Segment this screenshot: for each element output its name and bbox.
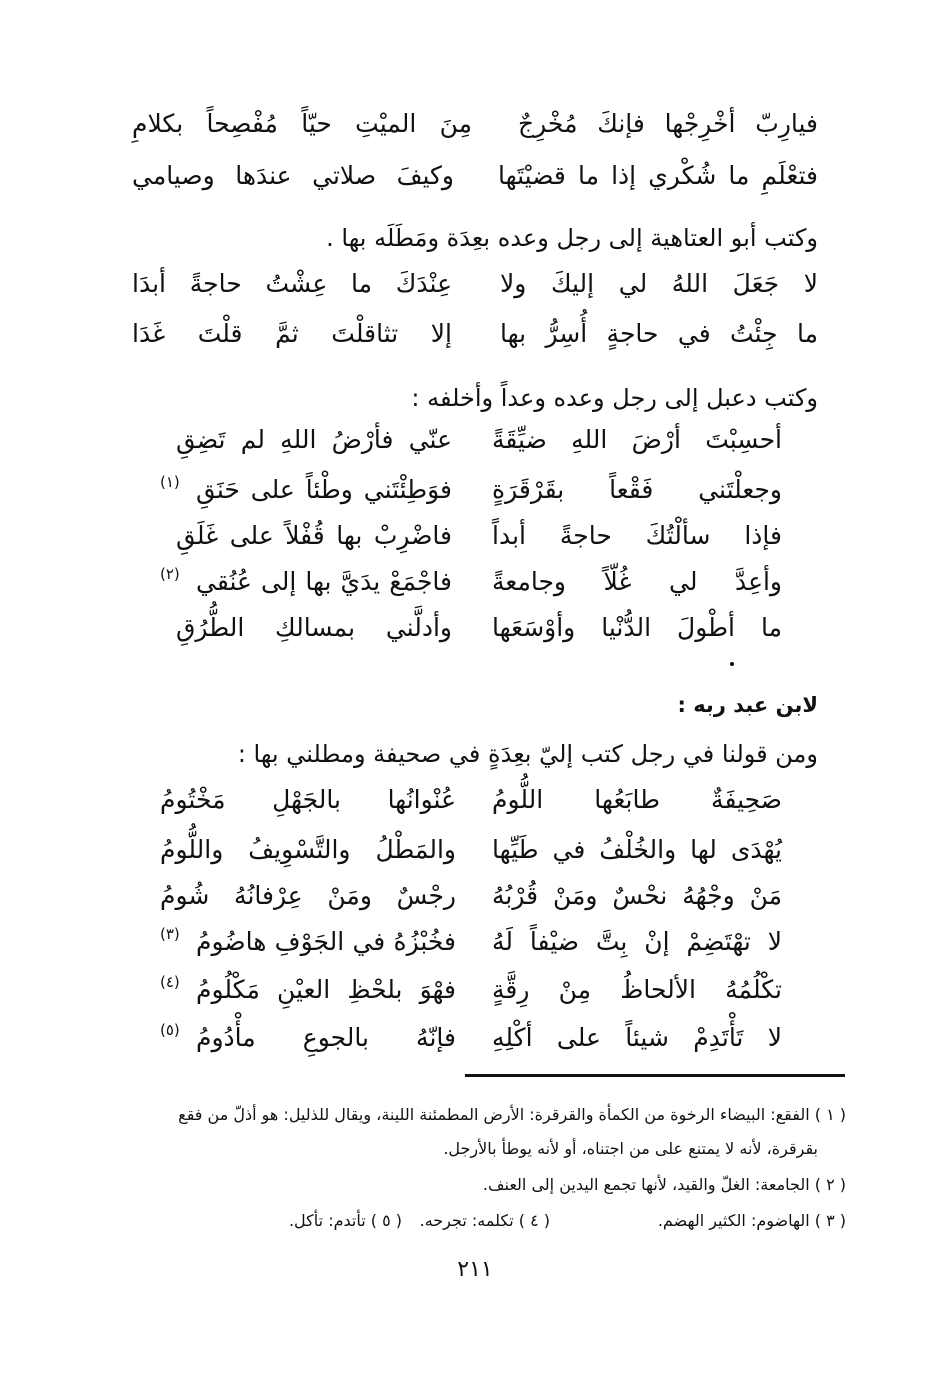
verse-line <box>0 970 950 1010</box>
footnote-marker: (٣) <box>160 925 180 943</box>
verse-second-hemistich: عُنْوانُها بالجَهْلِ مَخْتُومُ <box>160 785 456 814</box>
section-heading: لابن عبد ربه : <box>677 693 818 717</box>
verse-second-hemistich: عِنْدَكَ ما عِشْتُ حاجةً أبدَا <box>132 269 452 298</box>
verse-first-hemistich: لا جَعَلَ اللهُ لي إليكَ ولا <box>500 269 818 298</box>
footnote-1-continued: بقرقرة، لأنه لا يمتنع على من اجتناه، أو لأنه يوطأ بالأرجل. <box>443 1139 818 1158</box>
footnote-1: ( ١ ) الفقع: البيضاء الرخوة من الكمأة والقرقرة: الأرض المطمئنة اللينة، ويقال للذليل: هو أذلّ من فقع <box>178 1105 846 1124</box>
footnote-marker: (١) <box>160 473 180 491</box>
verse-line <box>0 314 950 354</box>
verse-line <box>0 516 950 556</box>
verse-second-hemistich: عنّي فأرْضُ اللهِ لم تَضِقِ <box>176 425 452 454</box>
verse-first-hemistich: فتعْلَمِ ما شُكْري إذا ما قضيْتَها <box>498 161 818 190</box>
verse-second-hemistich: وأدلَّني بمسالكِ الطُّرُقِ <box>176 613 452 642</box>
verse-first-hemistich: أحسِبْتَ أرْضَ اللهِ ضيِّقَةً <box>492 425 782 454</box>
verse-second-hemistich: مِنَ الميْتِ حيّاً مُفْصِحاً بكلامِ <box>132 109 472 138</box>
page-number: ٢١١ <box>457 1257 493 1282</box>
verse-second-hemistich: فاضْرِبْ بها قُفْلاً على غَلَقِ <box>176 521 452 550</box>
verse-first-hemistich: وأعِدَّ لي غُلّاً وجامعةً <box>492 567 782 596</box>
intro-ibn-abd-rabbih: ومن قولنا في رجل كتب إليّ بعِدَةٍ في صحيفة ومطلني بها : <box>237 740 818 768</box>
verse-second-hemistich: فإنّهُ بالجوعِ مأْدُومُ <box>196 1023 456 1052</box>
verse-second-hemistich: رجْسٌ ومَنْ عِرْفانُهُ شُومُ <box>160 881 456 910</box>
intro-abu-al-atahiya: وكتب أبو العتاهية إلى رجل وعده بعِدَة ومَطَلَه بها . <box>326 224 818 252</box>
verse-line <box>0 1018 950 1058</box>
verse-first-hemistich: تكْلُمُهُ الألحاظُ مِنْ رِقَّةٍ <box>492 975 782 1004</box>
footnote-marker: (٢) <box>160 565 180 583</box>
verse-line <box>0 470 950 510</box>
verse-second-hemistich: والمَطْلُ والتَّسْوِيفُ واللُّومُ <box>160 835 456 864</box>
verse-line <box>0 608 950 648</box>
verse-first-hemistich: يُهْدَى لها والخُلْفُ في طَيِّها <box>492 835 782 864</box>
verse-line <box>0 830 950 870</box>
verse-first-hemistich: ما أطْولَ الدُّنْيا وأوْسَعَها <box>492 613 782 642</box>
verse-first-hemistich: ما جِئْتُ في حاجةٍ أُسِرُّ بها <box>500 319 818 348</box>
verse-line <box>0 922 950 962</box>
verse-line <box>0 876 950 916</box>
verse-first-hemistich: مَنْ وجْهُهُ نحْسٌ ومَنْ قُرْبُهُ <box>492 881 782 910</box>
verse-first-hemistich: فإذا سألْتُكَ حاجةً أبداً <box>492 521 782 550</box>
verse-second-hemistich: فخُبْزُهُ في الجَوْفِ هاضُومُ <box>196 927 456 956</box>
verse-line <box>0 420 950 460</box>
footnote-separator <box>465 1074 845 1077</box>
footnote-marker: (٤) <box>160 973 180 991</box>
verse-second-hemistich: فهْوَ بلحْظِ العيْنِ مَكْلُومُ <box>196 975 456 1004</box>
verse-first-hemistich: لا تَأْتَدِمْ شيئاً على أكْلِهِ <box>492 1023 782 1052</box>
footnote-4: ( ٤ ) تكلمه: تجرحه. <box>419 1211 550 1230</box>
verse-first-hemistich: صَحِيفَةٌ طابَعُها اللُّومُ <box>492 785 782 814</box>
verse-line <box>0 562 950 602</box>
verse-line <box>0 104 950 144</box>
decorative-dot <box>730 662 734 666</box>
footnote-2: ( ٢ ) الجامعة: الغلّ والقيد، لأنها تجمع اليدين إلى العنف. <box>482 1175 846 1194</box>
verse-second-hemistich: فوَطِئْتَني وطْئاً على حَنَقِ <box>196 475 452 504</box>
verse-second-hemistich: إلا تثاقلْتَ ثمَّ قلْتَ غَدَا <box>132 319 452 348</box>
footnote-3: ( ٣ ) الهاضوم: الكثير الهضم. <box>657 1211 846 1230</box>
intro-dibil: وكتب دعبل إلى رجل وعده وعداً وأخلفه : <box>411 384 818 412</box>
verse-first-hemistich: وجعلْتَني فَقْعاً بقَرْقَرَةٍ <box>492 475 782 504</box>
verse-second-hemistich: فاجْمَعْ يدَيَّ بها إلى عُنُقي <box>196 567 452 596</box>
footnote-5: ( ٥ ) تأتدم: تأكل. <box>288 1211 402 1230</box>
footnote-marker: (٥) <box>160 1021 180 1039</box>
verse-first-hemistich: فيارِبّ أخْرِجْها فإنكَ مُخْرِجٌ <box>518 109 818 138</box>
verse-line <box>0 780 950 820</box>
verse-line <box>0 264 950 304</box>
verse-first-hemistich: لا تهْتَضِمْ إنْ بِتَّ ضيْفاً لَهُ <box>492 927 782 956</box>
verse-line <box>0 156 950 196</box>
verse-second-hemistich: وكيفَ صلاتي عندَها وصيامي <box>132 161 454 190</box>
